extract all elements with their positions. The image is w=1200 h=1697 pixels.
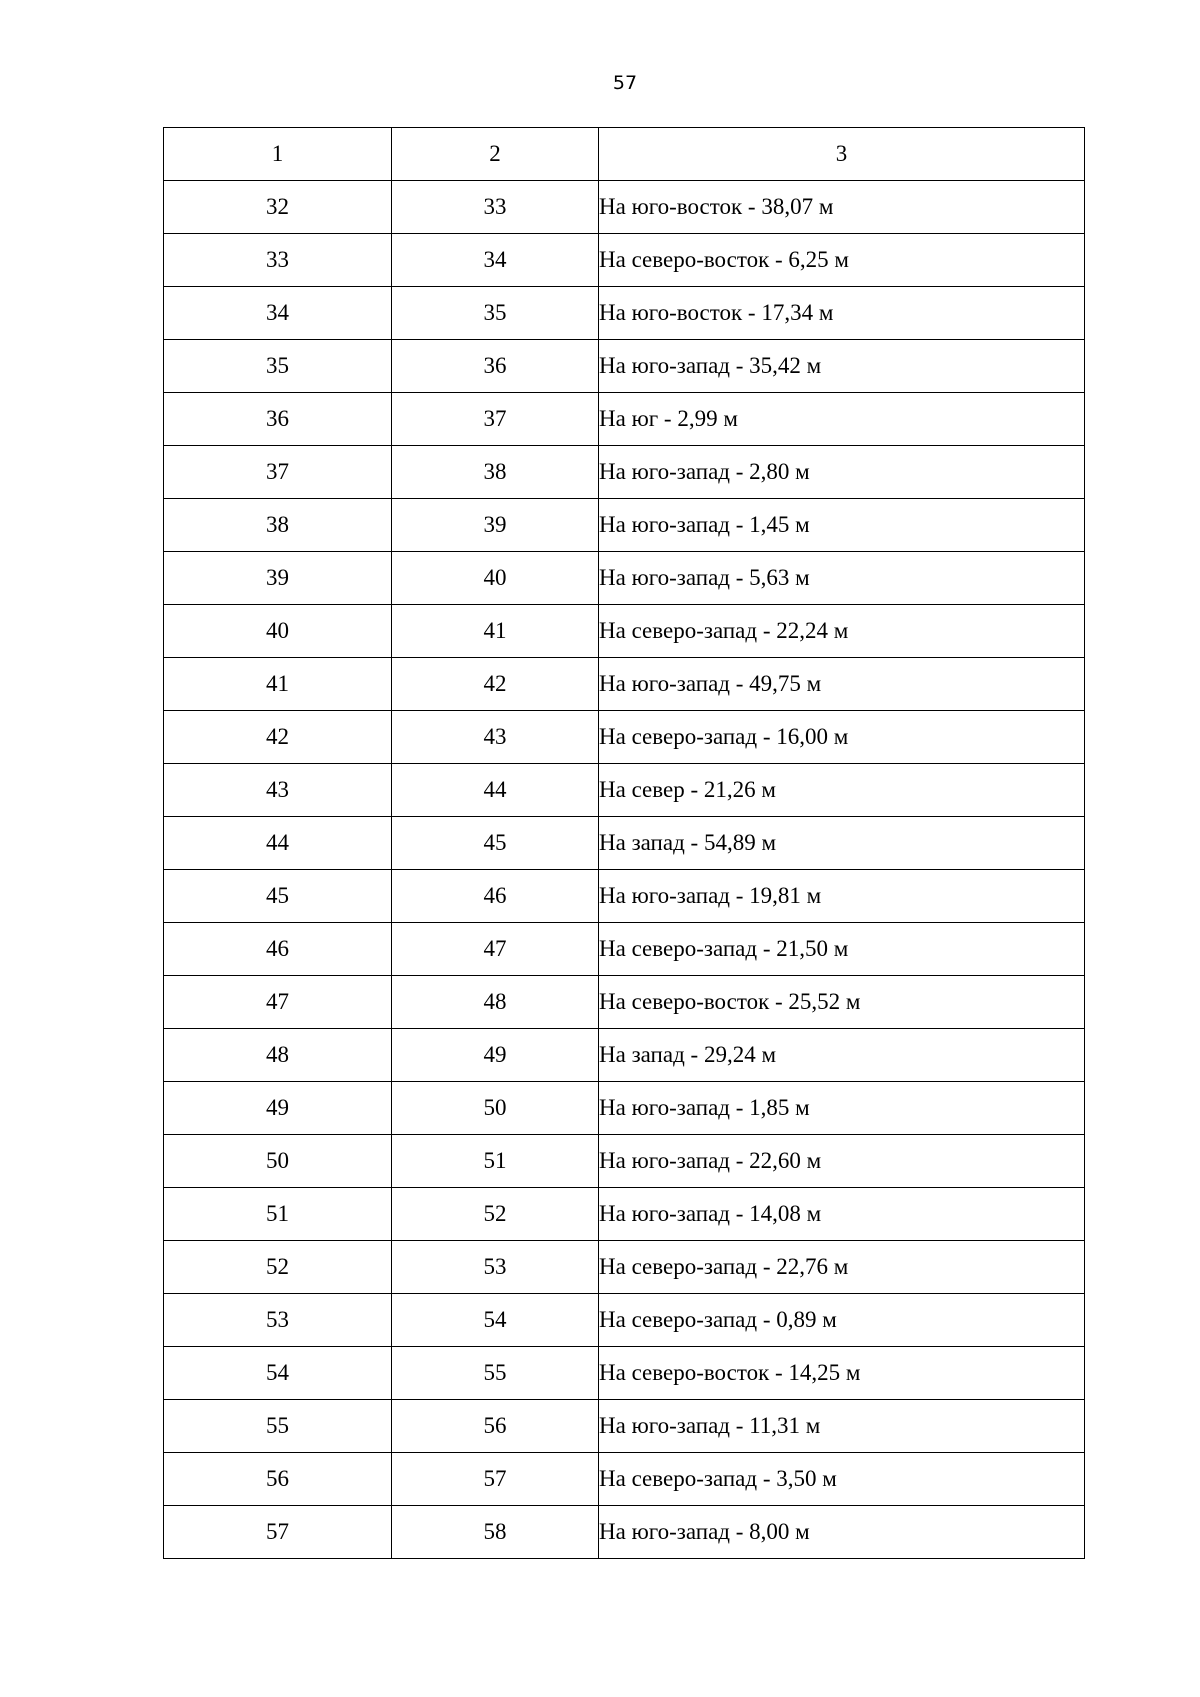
table-row — [164, 976, 1085, 1029]
direction-distance-cell: На юго-запад - 22,60 м — [599, 1135, 1085, 1188]
table-row — [164, 181, 1085, 234]
to-point-cell: 47 — [392, 923, 599, 976]
to-point-cell: 58 — [392, 1506, 599, 1559]
to-point-cell: 43 — [392, 711, 599, 764]
table-row — [164, 817, 1085, 870]
header-cell-2: 2 — [392, 128, 599, 181]
table-row — [164, 1188, 1085, 1241]
direction-distance-cell: На северо-запад - 21,50 м — [599, 923, 1085, 976]
table-row — [164, 287, 1085, 340]
table-row — [164, 1347, 1085, 1400]
from-point-cell: 52 — [164, 1241, 392, 1294]
page-number: 57 — [612, 72, 638, 94]
header-cell-1: 1 — [164, 128, 392, 181]
from-point-cell: 40 — [164, 605, 392, 658]
direction-distance-cell: На запад - 29,24 м — [599, 1029, 1085, 1082]
table-row — [164, 1135, 1085, 1188]
from-point-cell: 33 — [164, 234, 392, 287]
to-point-cell: 44 — [392, 764, 599, 817]
direction-distance-cell: На северо-восток - 6,25 м — [599, 234, 1085, 287]
direction-distance-cell: На юго-запад - 2,80 м — [599, 446, 1085, 499]
to-point-cell: 33 — [392, 181, 599, 234]
to-point-cell: 34 — [392, 234, 599, 287]
direction-distance-cell: На юго-восток - 38,07 м — [599, 181, 1085, 234]
direction-distance-cell: На юго-запад - 1,45 м — [599, 499, 1085, 552]
from-point-cell: 41 — [164, 658, 392, 711]
to-point-cell: 55 — [392, 1347, 599, 1400]
direction-distance-cell: На юго-запад - 35,42 м — [599, 340, 1085, 393]
table-row — [164, 393, 1085, 446]
direction-distance-cell: На запад - 54,89 м — [599, 817, 1085, 870]
from-point-cell: 55 — [164, 1400, 392, 1453]
direction-distance-cell: На северо-восток - 25,52 м — [599, 976, 1085, 1029]
to-point-cell: 39 — [392, 499, 599, 552]
table-row — [164, 1082, 1085, 1135]
from-point-cell: 54 — [164, 1347, 392, 1400]
direction-distance-cell: На юго-запад - 19,81 м — [599, 870, 1085, 923]
boundary-table — [163, 127, 1085, 1559]
to-point-cell: 38 — [392, 446, 599, 499]
to-point-cell: 45 — [392, 817, 599, 870]
from-point-cell: 56 — [164, 1453, 392, 1506]
to-point-cell: 52 — [392, 1188, 599, 1241]
to-point-cell: 37 — [392, 393, 599, 446]
from-point-cell: 36 — [164, 393, 392, 446]
to-point-cell: 56 — [392, 1400, 599, 1453]
from-point-cell: 43 — [164, 764, 392, 817]
table-row — [164, 1029, 1085, 1082]
direction-distance-cell: На северо-запад - 16,00 м — [599, 711, 1085, 764]
from-point-cell: 44 — [164, 817, 392, 870]
from-point-cell: 46 — [164, 923, 392, 976]
to-point-cell: 46 — [392, 870, 599, 923]
table-row — [164, 1400, 1085, 1453]
table-row — [164, 764, 1085, 817]
direction-distance-cell: На северо-восток - 14,25 м — [599, 1347, 1085, 1400]
from-point-cell: 49 — [164, 1082, 392, 1135]
from-point-cell: 47 — [164, 976, 392, 1029]
to-point-cell: 51 — [392, 1135, 599, 1188]
to-point-cell: 53 — [392, 1241, 599, 1294]
table-row — [164, 658, 1085, 711]
table-row — [164, 1294, 1085, 1347]
table-body — [164, 128, 1085, 1559]
from-point-cell: 48 — [164, 1029, 392, 1082]
to-point-cell: 57 — [392, 1453, 599, 1506]
direction-distance-cell: На юг - 2,99 м — [599, 393, 1085, 446]
table-row — [164, 1241, 1085, 1294]
direction-distance-cell: На юго-восток - 17,34 м — [599, 287, 1085, 340]
direction-distance-cell: На северо-запад - 3,50 м — [599, 1453, 1085, 1506]
from-point-cell: 51 — [164, 1188, 392, 1241]
from-point-cell: 42 — [164, 711, 392, 764]
table-row — [164, 1506, 1085, 1559]
table-row — [164, 446, 1085, 499]
to-point-cell: 50 — [392, 1082, 599, 1135]
to-point-cell: 40 — [392, 552, 599, 605]
direction-distance-cell: На северо-запад - 0,89 м — [599, 1294, 1085, 1347]
table-row — [164, 234, 1085, 287]
direction-distance-cell: На юго-запад - 5,63 м — [599, 552, 1085, 605]
to-point-cell: 35 — [392, 287, 599, 340]
direction-distance-cell: На юго-запад - 8,00 м — [599, 1506, 1085, 1559]
to-point-cell: 49 — [392, 1029, 599, 1082]
to-point-cell: 42 — [392, 658, 599, 711]
direction-distance-cell: На юго-запад - 14,08 м — [599, 1188, 1085, 1241]
table-row — [164, 552, 1085, 605]
from-point-cell: 37 — [164, 446, 392, 499]
direction-distance-cell: На юго-запад - 49,75 м — [599, 658, 1085, 711]
header-cell-3: 3 — [599, 128, 1085, 181]
to-point-cell: 54 — [392, 1294, 599, 1347]
from-point-cell: 38 — [164, 499, 392, 552]
table-row — [164, 711, 1085, 764]
direction-distance-cell: На север - 21,26 м — [599, 764, 1085, 817]
from-point-cell: 45 — [164, 870, 392, 923]
table-row — [164, 870, 1085, 923]
to-point-cell: 41 — [392, 605, 599, 658]
table-row — [164, 923, 1085, 976]
table-row — [164, 1453, 1085, 1506]
from-point-cell: 32 — [164, 181, 392, 234]
from-point-cell: 57 — [164, 1506, 392, 1559]
direction-distance-cell: На юго-запад - 1,85 м — [599, 1082, 1085, 1135]
from-point-cell: 50 — [164, 1135, 392, 1188]
from-point-cell: 53 — [164, 1294, 392, 1347]
direction-distance-cell: На северо-запад - 22,76 м — [599, 1241, 1085, 1294]
direction-distance-cell: На юго-запад - 11,31 м — [599, 1400, 1085, 1453]
from-point-cell: 35 — [164, 340, 392, 393]
to-point-cell: 36 — [392, 340, 599, 393]
table-row — [164, 605, 1085, 658]
table-row — [164, 499, 1085, 552]
direction-distance-cell: На северо-запад - 22,24 м — [599, 605, 1085, 658]
table-header-row — [164, 128, 1085, 181]
from-point-cell: 39 — [164, 552, 392, 605]
to-point-cell: 48 — [392, 976, 599, 1029]
table-row — [164, 340, 1085, 393]
from-point-cell: 34 — [164, 287, 392, 340]
